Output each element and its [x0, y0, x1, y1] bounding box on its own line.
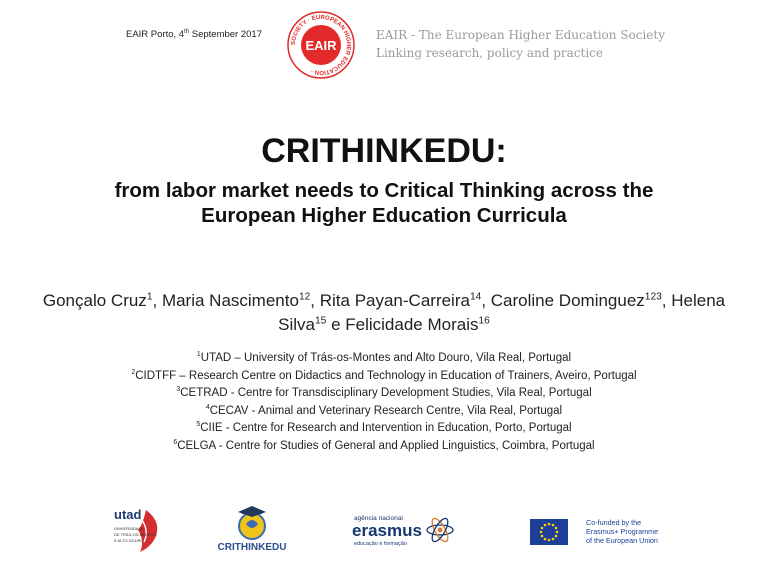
eu-cofunded-logo: Co-funded by the Erasmus+ Programme of the European Union [530, 518, 660, 546]
affiliation: $^4$CECAV - Animal and Veterinary Research Centre, Vila Real, Portugal [205, 403, 563, 417]
erasmus-agency-logo [352, 510, 456, 550]
society-line-1: EAIR - The European Higher Education Society [376, 28, 666, 42]
society-tagline [376, 26, 665, 62]
affiliation: $^5$CIIE - Centre for Research and Intervention in Education, Porto, Portugal [196, 421, 572, 435]
erasmus-logo-text: erasmus [352, 521, 422, 540]
author: Felicidade Morais$^{16}$ [345, 315, 490, 334]
page-title: CRITHINKEDU: [261, 132, 507, 170]
author: Caroline Dominguez$^{123}$, [490, 291, 672, 310]
author: Gonçalo Cruz$^1$, [42, 291, 162, 310]
affiliation: $^1$UTAD – University of Trás-os-Montes and Alto Douro, Vila Real, Portugal [196, 351, 572, 364]
author: Maria Nascimento$^{12}$, [161, 291, 320, 310]
affiliation-list [0, 350, 768, 456]
society-line-2: Linking research, policy and practice [376, 46, 603, 60]
svg-text:educação e formação: educação e formação [354, 541, 407, 547]
eair-logo [286, 10, 356, 80]
eair-logo-ring-text: SOCIETY · EUROPEAN HIGHER EDUCATION · [290, 14, 352, 76]
utad-logo-text: utad [114, 507, 142, 522]
atom-icon [427, 516, 453, 544]
crithinkedu-logo [214, 506, 290, 556]
affiliation: $^2$CIDTFF – Research Centre on Didactics and Technology in Education of Trainers, Aveiro, Portugal [131, 368, 637, 382]
subtitle-line-1: from labor market needs to Critical Thinking across the [114, 179, 654, 202]
eu-flag-icon [530, 519, 568, 545]
svg-text:UNIVERSIDADE: UNIVERSIDADE [114, 526, 145, 531]
author: Rita Payan-Carreira$^{14}$, [319, 291, 491, 310]
utad-logo [112, 506, 164, 554]
affiliation: $^3$CETRAD - Centre for Transdisciplinary Development Studies, Vila Real, Portugal [176, 386, 592, 400]
svg-text:DE TRÁS-OS-MONTES: DE TRÁS-OS-MONTES [114, 532, 157, 537]
affiliation: $^6$CELGA - Centre for Studies of General and Applied Linguistics, Coimbra, Portugal [173, 439, 595, 452]
svg-text:agência nacional: agência nacional [354, 515, 403, 522]
author: Helena Silva$^{15}$ e [278, 291, 726, 334]
event-date: EAIR Porto, 4th September 2017 [126, 29, 262, 41]
svg-text:E ALTO DOURO: E ALTO DOURO [114, 538, 144, 543]
author-list [40, 289, 728, 337]
eair-logo-text: EAIR [305, 38, 337, 53]
page-subtitle [20, 178, 748, 228]
subtitle-line-2: European Higher Education Curricula [201, 204, 567, 227]
crithinkedu-logo-text: CRITHINKEDU [217, 542, 287, 553]
